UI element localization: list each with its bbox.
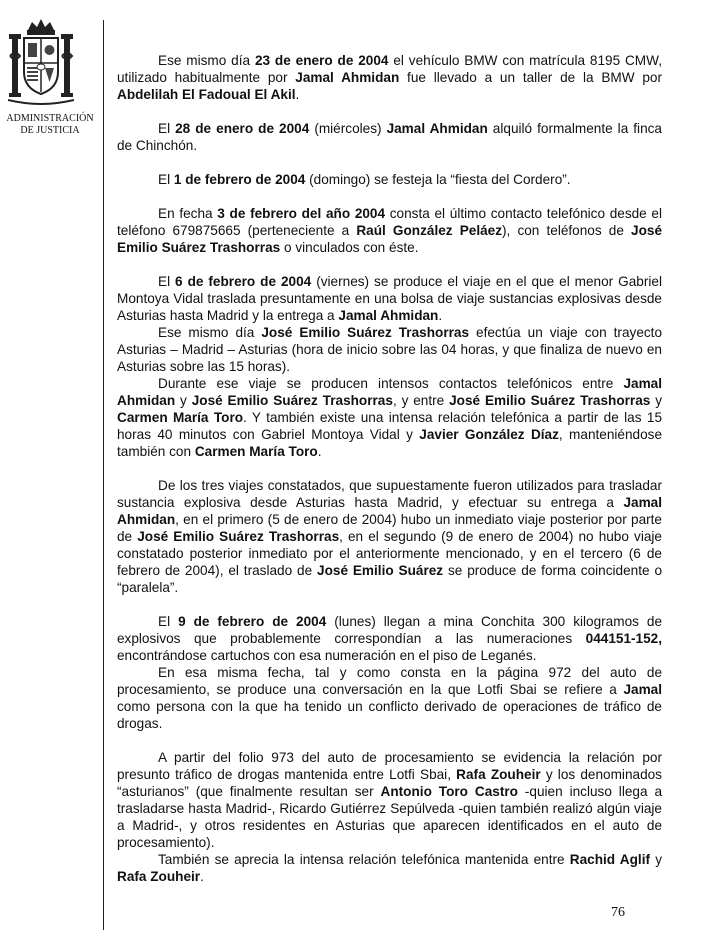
paragraph	[117, 851, 662, 885]
text-run: , y entre	[392, 393, 450, 408]
text-run: El	[158, 614, 179, 629]
text-run: Ese mismo día	[158, 325, 262, 340]
text-run: alquiló formalmente la finca de Chinchón.	[117, 121, 662, 153]
bold-run: Antonio Toro Castro	[380, 784, 518, 799]
text-run: El	[158, 172, 174, 187]
paragraph	[117, 324, 662, 375]
text-run: y los denominados “asturianos” (que finalmente resultan ser	[117, 767, 662, 799]
margin-rule	[103, 20, 104, 930]
bold-run: Jamal Ahmidan	[386, 121, 488, 136]
text-run: efectúa un viaje con trayecto Asturias – Madrid – Asturias (hora de inicio sobre las 04 horas, y que finaliza de nuevo en Asturias sobre las 15 horas).	[117, 325, 663, 374]
paragraph	[117, 477, 662, 596]
paragraph	[117, 52, 662, 103]
text-run: (miércoles)	[309, 121, 387, 136]
text-run: el vehículo BMW con matrícula 8195 CMW, utilizado habitualmente por	[117, 53, 662, 85]
text-run: También se aprecia la intensa relación telefónica mantenida entre	[158, 852, 570, 867]
bold-run: Rachid Aglif	[569, 852, 650, 867]
bold-run: José Emilio Suárez Trashorras	[261, 325, 470, 340]
paragraph	[117, 273, 662, 324]
text-run: como persona con la que ha tenido un conflicto derivado de operaciones de tráfico de drogas.	[117, 699, 662, 731]
text-run: (domingo) se festeja la “fiesta del Cordero”.	[305, 172, 571, 187]
text-run: .	[317, 444, 322, 459]
text-run: o vinculados con éste.	[280, 240, 419, 255]
text-run: El	[158, 274, 176, 289]
text-run: En fecha	[158, 206, 218, 221]
bold-run: Abdelilah El Fadoual El Akil	[117, 87, 296, 102]
bold-run: José Emilio Suárez Trashorras	[117, 223, 662, 255]
bold-run: Raúl González Peláez	[356, 223, 503, 238]
paragraph	[117, 120, 662, 154]
text-run: , en el segundo (9 de enero de 2004) no hubo viaje constatado posterior inmediato por el anteriormente mencionado, y en el tercero (6 de febrero de 2004), el traslado de	[117, 529, 662, 578]
office-line-1: ADMINISTRACIÓN	[6, 113, 94, 124]
text-run: Ese mismo día	[158, 53, 255, 68]
text-run: En esa misma fecha, tal y como consta en la página 972 del auto de procesamiento, se produce una conversación en la que Lotfi Sbai se refiere a	[117, 665, 662, 697]
text-run: Durante ese viaje se producen intensos contactos telefónicos entre	[158, 376, 624, 391]
text-run: .	[295, 87, 300, 102]
document-body	[117, 52, 662, 885]
bold-run: Jamal Ahmidan	[338, 308, 439, 323]
paragraph	[117, 749, 662, 851]
bold-run: Jamal Ahmidan	[117, 376, 662, 408]
bold-run: José Emilio Suárez Trashorras	[449, 393, 651, 408]
letterhead	[0, 0, 100, 946]
bold-run: 6 de febrero de 2004	[175, 274, 312, 289]
paragraph	[117, 205, 662, 256]
office-line-2: DE JUSTICIA	[20, 125, 80, 136]
text-run: encontrándose cartuchos con esa numeración en el piso de Leganés.	[117, 648, 537, 663]
text-run: se produce de forma coincidente o “paralela”.	[117, 563, 663, 595]
bold-run: 23 de enero de 2004	[254, 53, 389, 68]
bold-run: 9 de febrero de 2004	[178, 614, 327, 629]
text-run: y	[650, 393, 663, 408]
coat-of-arms-icon	[8, 16, 74, 108]
text-run: fue llevado a un taller de la BMW por	[399, 70, 662, 85]
bold-run: Jamal Ahmidan	[117, 495, 662, 527]
bold-run: 1 de febrero de 2004	[173, 172, 306, 187]
paragraph	[117, 664, 662, 732]
text-run: De los tres viajes constatados, que supuestamente fueron utilizados para trasladar sustancia explosiva desde Asturias hasta Madrid, y efectuar su entrega a	[117, 478, 662, 510]
bold-run: Javier González Díaz	[419, 427, 559, 442]
text-run: y	[650, 852, 662, 867]
text-run: .	[438, 308, 443, 323]
text-run: consta el último contacto telefónico desde el teléfono 679875665 (perteneciente a	[117, 206, 663, 238]
text-run: , en el primero (5 de enero de 2004) hubo un inmediato viaje posterior por parte de	[117, 512, 662, 544]
bold-run: 044151-152,	[585, 631, 662, 646]
issuing-office	[4, 113, 96, 137]
bold-run: José Emilio Suárez Trashorras	[191, 393, 393, 408]
bold-run: Carmen María Toro	[117, 410, 244, 425]
bold-run: José Emilio Suárez	[317, 563, 444, 578]
bold-run: Rafa Zouheir	[456, 767, 541, 782]
bold-run: José Emilio Suárez Trashorras	[137, 529, 340, 544]
paragraph	[117, 613, 662, 664]
text-run: -quien incluso llega a trasladarse hasta Madrid-, Ricardo Gutiérrez Sepúlveda -quien también realizó algún viaje a Madrid-, y otros residentes en Asturias que aparecen identificados en el auto de procesamiento).	[117, 784, 663, 850]
text-run: (lunes) llegan a mina Conchita 300 kilogramos de explosivos que probablemente correspondían a las numeraciones	[117, 614, 663, 646]
bold-run: Carmen María Toro	[194, 444, 318, 459]
bold-run: 3 de febrero del año 2004	[217, 206, 386, 221]
text-run: El	[158, 121, 176, 136]
paragraph	[117, 171, 662, 188]
text-run: (viernes) se produce el viaje en el que el menor Gabriel Montoya Vidal traslada presuntamente en una bolsa de viaje sustancias explosivas desde Asturias hasta Madrid y la entrega a	[117, 274, 662, 323]
text-run: A partir del folio 973 del auto de procesamiento se evidencia la relación por presunto tráfico de drogas mantenida entre Lotfi Sbai,	[117, 750, 662, 782]
paragraph	[117, 375, 662, 460]
text-run: ), con teléfonos de	[502, 223, 632, 238]
text-run: . Y también existe una intensa relación telefónica a partir de las 15 horas 40 minutos con Gabriel Montoya Vidal y	[117, 410, 663, 442]
bold-run: Jamal	[623, 682, 662, 697]
text-run: , manteniéndose también con	[117, 427, 663, 459]
bold-run: 28 de enero de 2004	[175, 121, 310, 136]
text-run: .	[200, 869, 204, 884]
bold-run: Jamal Ahmidan	[295, 70, 400, 85]
bold-run: Rafa Zouheir	[117, 869, 201, 884]
page-number: 76	[611, 905, 625, 920]
text-run: y	[175, 393, 192, 408]
